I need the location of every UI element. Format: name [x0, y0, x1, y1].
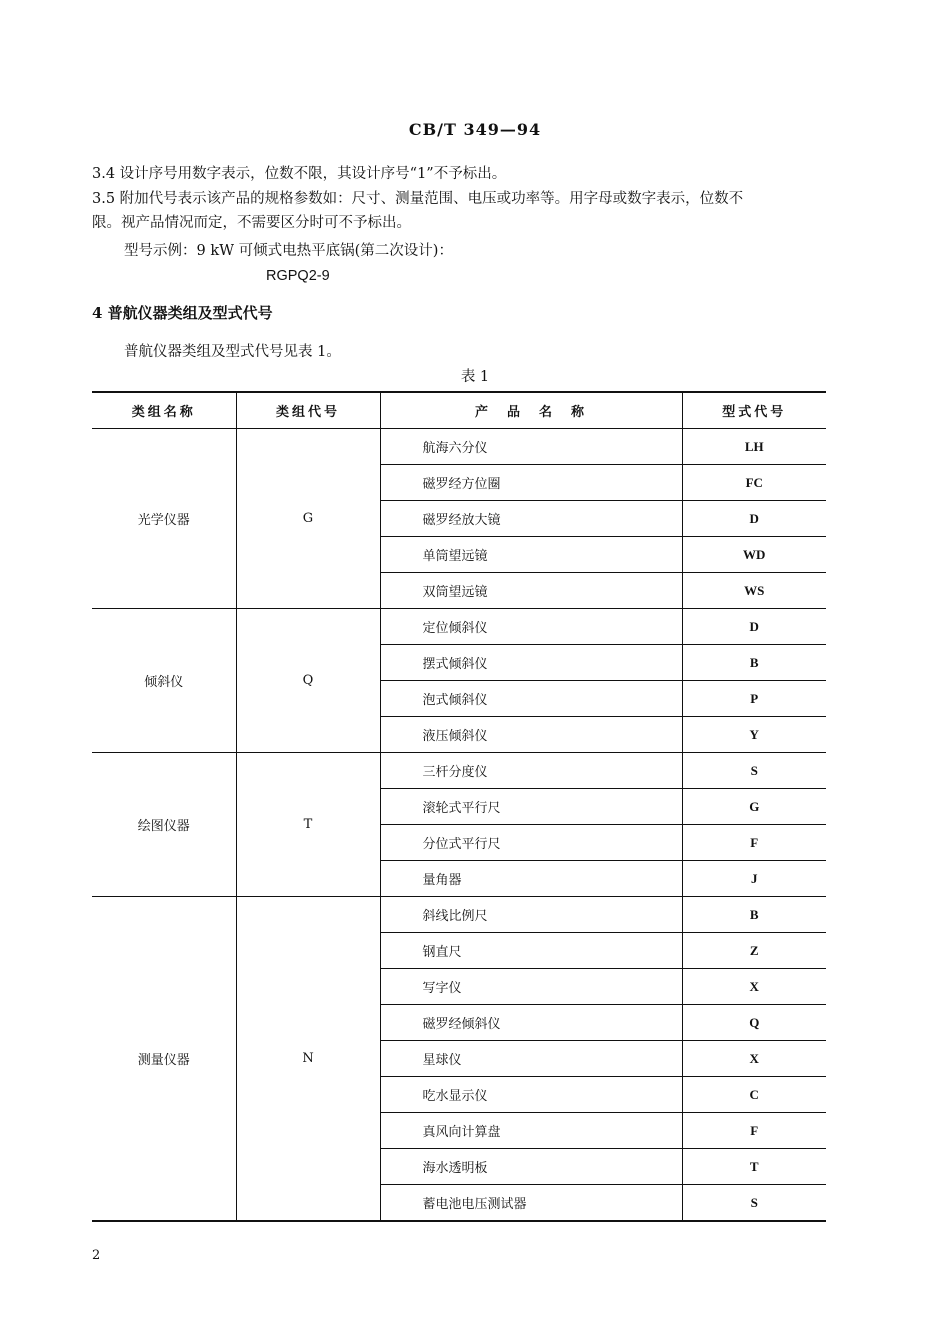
product-name-cell: 写字仪 — [380, 969, 682, 1005]
table-row — [92, 897, 826, 933]
clause-3-5-line1: 3.5 附加代号表示该产品的规格参数如：尺寸、测量范围、电压或功率等。用字母或数字表示，位数不 — [92, 191, 744, 207]
product-name-cell: 滚轮式平行尺 — [380, 789, 682, 825]
column-header-type-code: 型式代号 — [682, 392, 826, 429]
column-header-group-name: 类组名称 — [92, 392, 236, 429]
type-code-cell: LH — [682, 429, 826, 465]
type-code-cell: D — [682, 501, 826, 537]
product-name-cell: 斜线比例尺 — [380, 897, 682, 933]
type-code-cell: FC — [682, 465, 826, 501]
product-name-cell: 摆式倾斜仪 — [380, 645, 682, 681]
table-row — [92, 753, 826, 789]
section-4-intro: 普航仪器类组及型式代号见表 1。 — [124, 344, 341, 360]
type-code-cell: Y — [682, 717, 826, 753]
section-4-heading: 4 普航仪器类组及型式代号 — [92, 304, 273, 322]
product-name-cell: 磁罗经方位圈 — [380, 465, 682, 501]
product-name-cell: 量角器 — [380, 861, 682, 897]
type-code-cell: S — [682, 753, 826, 789]
group-name-cell: 绘图仪器 — [92, 753, 236, 897]
product-name-cell: 双筒望远镜 — [380, 573, 682, 609]
product-name-cell: 磁罗经放大镜 — [380, 501, 682, 537]
product-name-cell: 分位式平行尺 — [380, 825, 682, 861]
type-code-cell: Z — [682, 933, 826, 969]
group-code-cell: G — [236, 429, 380, 609]
type-code-cell: B — [682, 897, 826, 933]
type-code-cell: X — [682, 1041, 826, 1077]
type-code-cell: P — [682, 681, 826, 717]
product-name-cell: 钢直尺 — [380, 933, 682, 969]
column-header-product-name: 产 品 名 称 — [380, 392, 682, 429]
product-name-cell: 三杆分度仪 — [380, 753, 682, 789]
product-name-cell: 定位倾斜仪 — [380, 609, 682, 645]
product-name-cell: 蓄电池电压测试器 — [380, 1185, 682, 1222]
table-caption: 表 1 — [460, 369, 490, 385]
type-code-cell: C — [682, 1077, 826, 1113]
product-name-cell: 航海六分仪 — [380, 429, 682, 465]
product-name-cell: 泡式倾斜仪 — [380, 681, 682, 717]
clause-3-5-line2: 限。视产品情况而定，不需要区分时可不予标出。 — [92, 215, 411, 231]
table-row — [92, 609, 826, 645]
type-code-cell: J — [682, 861, 826, 897]
product-name-cell: 海水透明板 — [380, 1149, 682, 1185]
example-code: RGPQ2-9 — [266, 268, 330, 284]
table-header-row — [92, 392, 826, 429]
group-name-cell: 光学仪器 — [92, 429, 236, 609]
group-name-cell: 测量仪器 — [92, 897, 236, 1222]
column-header-group-code: 类组代号 — [236, 392, 380, 429]
type-code-cell: Q — [682, 1005, 826, 1041]
product-name-cell: 单筒望远镜 — [380, 537, 682, 573]
group-code-cell: T — [236, 753, 380, 897]
type-code-cell: B — [682, 645, 826, 681]
type-code-cell: WS — [682, 573, 826, 609]
group-name-cell: 倾斜仪 — [92, 609, 236, 753]
type-code-cell: T — [682, 1149, 826, 1185]
clause-3-4: 3.4 设计序号用数字表示，位数不限，其设计序号“1”不予标出。 — [92, 166, 507, 182]
group-code-cell: N — [236, 897, 380, 1222]
document-header: CB/T 349—94 — [408, 120, 542, 139]
product-name-cell: 真风向计算盘 — [380, 1113, 682, 1149]
type-code-table — [92, 391, 826, 1222]
type-code-cell: WD — [682, 537, 826, 573]
product-name-cell: 星球仪 — [380, 1041, 682, 1077]
type-code-cell: S — [682, 1185, 826, 1222]
type-code-cell: D — [682, 609, 826, 645]
type-code-cell: G — [682, 789, 826, 825]
example-text: 型号示例：9 kW 可倾式电热平底锅(第二次设计)： — [124, 243, 453, 259]
product-name-cell: 磁罗经倾斜仪 — [380, 1005, 682, 1041]
type-code-cell: X — [682, 969, 826, 1005]
page-number: 2 — [92, 1248, 101, 1263]
product-name-cell: 吃水显示仪 — [380, 1077, 682, 1113]
type-code-cell: F — [682, 1113, 826, 1149]
type-code-cell: F — [682, 825, 826, 861]
group-code-cell: Q — [236, 609, 380, 753]
table-body — [92, 429, 826, 1222]
table-row — [92, 429, 826, 465]
product-name-cell: 液压倾斜仪 — [380, 717, 682, 753]
